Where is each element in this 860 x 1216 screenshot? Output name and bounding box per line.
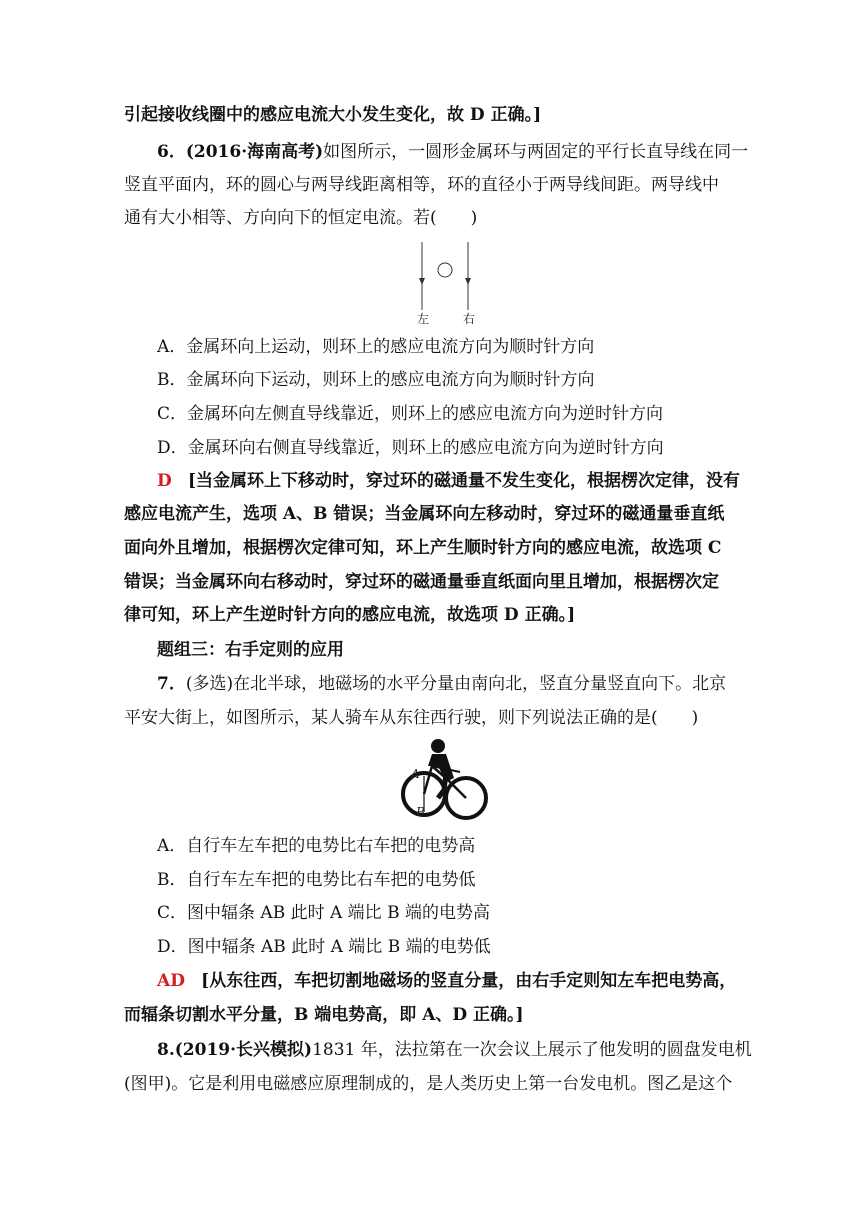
q6-explanation-2: 感应电流产生，选项 A、B 错误；当金属环向左移动时，穿过环的磁通量垂直纸 xyxy=(124,504,725,524)
q7-line-1 xyxy=(157,673,777,695)
right-label: 右 xyxy=(463,312,476,326)
q8-line-2: (图甲)。它是利用电磁感应原理制成的，是人类历史上第一台发电机。图乙是这个 xyxy=(124,1074,733,1094)
q6-explanation-3: 面向外且增加，根据楞次定律可知，环上产生顺时针方向的感应电流，故选项 C xyxy=(124,538,722,558)
q6-option-b: B．金属环向下运动，则环上的感应电流方向为顺时针方向 xyxy=(157,370,595,390)
metal-ring xyxy=(438,263,452,277)
q6-explanation-4: 错误；当金属环向右移动时，穿过环的磁通量垂直纸面向里且增加，根据楞次定 xyxy=(124,572,719,592)
group3-title: 题组三：右手定则的应用 xyxy=(157,640,344,660)
q6-answer-line xyxy=(157,470,777,492)
q8-source: (2019·长兴模拟) xyxy=(174,1040,313,1060)
q8-number: 8. xyxy=(157,1040,175,1060)
previous-explanation-tail: 引起接收线圈中的感应电流大小发生变化，故 D 正确。] xyxy=(124,105,542,125)
q7-option-a: A．自行车左车把的电势比右车把的电势高 xyxy=(157,836,476,856)
q7-explanation-1: [从东往西，车把切割地磁场的竖直分量，由右手定则知左车把电势高， xyxy=(201,971,737,991)
left-current-arrow xyxy=(419,278,425,285)
q8-text-1: 1831 年，法拉第在一次会议上展示了他发明的圆盘发电机 xyxy=(312,1040,752,1060)
label-a: A xyxy=(411,767,420,781)
q6-line-3: 通有大小相等、方向向下的恒定电流。若( ) xyxy=(124,208,478,228)
q7-explanation-2: 而辐条切割水平分量，B 端电势高，即 A、D 正确。] xyxy=(124,1005,524,1025)
q6-text-1: 如图所示，一圆形金属环与两固定的平行长直导线在同一 xyxy=(323,142,749,162)
q7-option-c: C．图中辐条 AB 此时 A 端比 B 端的电势高 xyxy=(157,903,490,923)
q7-option-b: B．自行车左车把的电势比右车把的电势低 xyxy=(157,870,476,890)
bicycle-figure xyxy=(398,736,493,824)
q6-number: 6． xyxy=(157,142,186,162)
q7-answer: AD xyxy=(157,971,185,991)
q6-option-a: A．金属环向上运动，则环上的感应电流方向为顺时针方向 xyxy=(157,337,595,357)
q6-explanation-1: [当金属环上下移动时，穿过环的磁通量不发生变化，根据楞次定律，没有 xyxy=(187,471,741,491)
q6-option-c: C．金属环向左侧直导线靠近，则环上的感应电流方向为逆时针方向 xyxy=(157,404,664,424)
q7-answer-line xyxy=(157,970,777,992)
left-label: 左 xyxy=(417,312,430,326)
q6-line-2: 竖直平面内，环的圆心与两导线距离相等，环的直径小于两导线间距。两导线中 xyxy=(124,175,719,195)
q6-line-1 xyxy=(157,141,777,163)
q7-line-2: 平安大街上，如图所示，某人骑车从东往西行驶，则下列说法正确的是( ) xyxy=(124,708,699,728)
q7-number: 7． xyxy=(157,674,186,694)
q6-source: (2016·海南高考) xyxy=(185,142,324,162)
q6-answer: D xyxy=(157,471,172,491)
rider-head xyxy=(431,739,445,753)
label-b: B xyxy=(416,805,425,819)
parallel-wires-figure xyxy=(405,238,485,326)
q6-option-d: D．金属环向右侧直导线靠近，则环上的感应电流方向为逆时针方向 xyxy=(157,438,664,458)
right-current-arrow xyxy=(465,278,471,285)
q7-text-1: (多选)在北半球，地磁场的水平分量由南向北，竖直分量竖直向下。北京 xyxy=(185,674,727,694)
q6-explanation-5: 律可知，环上产生逆时针方向的感应电流，故选项 D 正确。] xyxy=(124,605,576,625)
q8-line-1 xyxy=(157,1039,777,1061)
q7-option-d: D．图中辐条 AB 此时 A 端比 B 端的电势低 xyxy=(157,937,491,957)
